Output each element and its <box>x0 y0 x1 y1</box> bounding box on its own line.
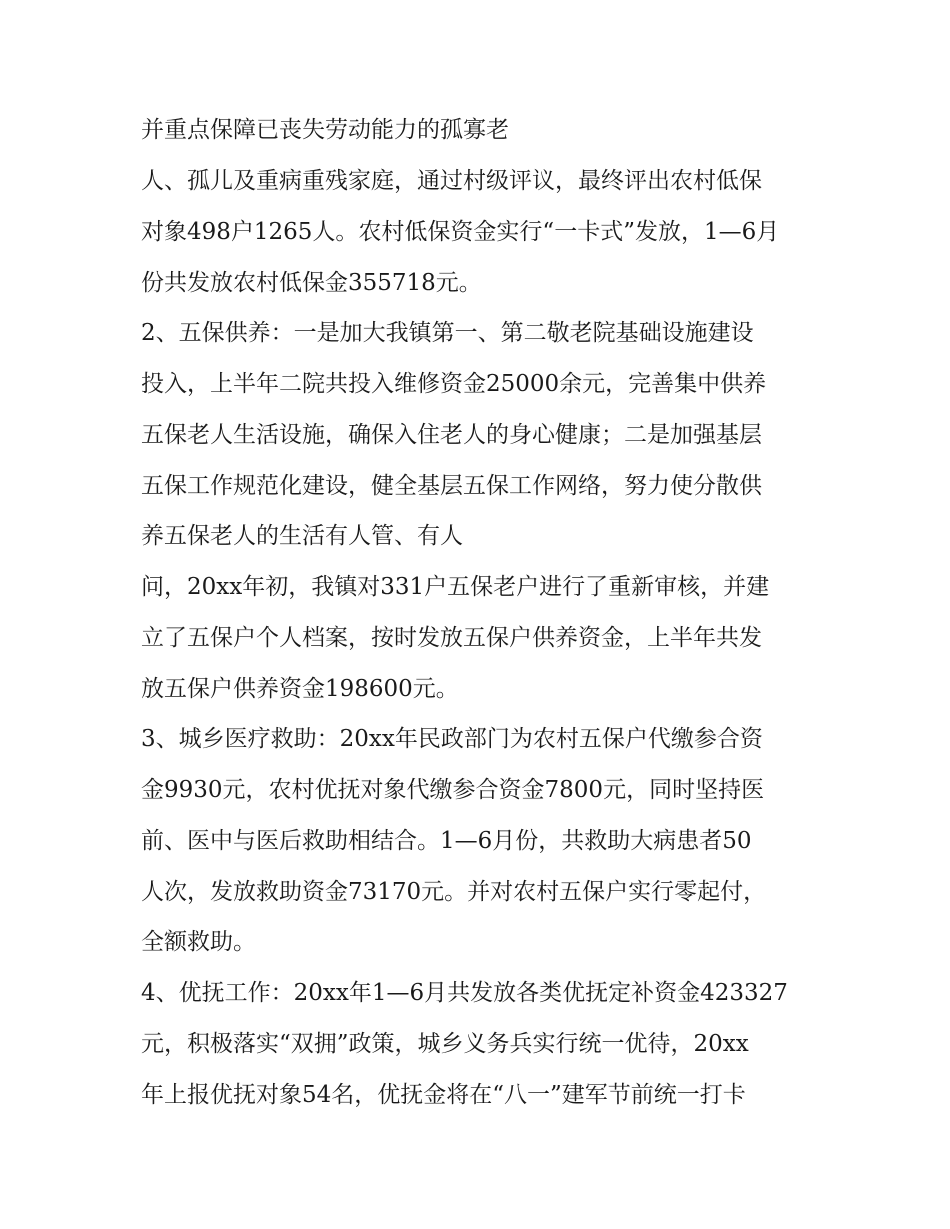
text-line: 问，20xx年初，我镇对331户五保老户进行了重新审核，并建 <box>141 574 770 600</box>
text-line: 前、医中与医后救助相结合。1—6月份，共救助大病患者50 <box>141 828 752 854</box>
text-line: 人、孤儿及重病重残家庭，通过村级评议，最终评出农村低保 <box>141 168 762 194</box>
text-line: 五保工作规范化建设，健全基层五保工作网络，努力使分散供 <box>141 473 762 499</box>
text-line: 投入，上半年二院共投入维修资金25000余元，完善集中供养 <box>141 371 767 397</box>
text-line: 五保老人生活设施，确保入住老人的身心健康；二是加强基层 <box>141 422 762 448</box>
text-line: 养五保老人的生活有人管、有人 <box>141 523 463 549</box>
text-line: 份共发放农村低保金355718元。 <box>141 270 482 296</box>
text-line: 元，积极落实“双拥”政策，城乡义务兵实行统一优待，20xx <box>141 1031 749 1057</box>
text-line: 全额救助。 <box>141 929 256 955</box>
text-line: 金9930元，农村优抚对象代缴参合资金7800元，同时坚持医 <box>141 777 765 803</box>
text-line: 2、五保供养：一是加大我镇第一、第二敬老院基础设施建设 <box>141 320 754 346</box>
text-line: 人次，发放救助资金73170元。并对农村五保户实行零起付， <box>141 879 767 905</box>
text-line: 4、优抚工作：20xx年1—6月共发放各类优抚定补资金423327 <box>141 980 788 1006</box>
text-line: 3、城乡医疗救助：20xx年民政部门为农村五保户代缴参合资 <box>141 726 763 752</box>
text-line: 年上报优抚对象54名，优抚金将在“八一”建军节前统一打卡 <box>141 1082 746 1108</box>
text-line: 对象498户1265人。农村低保资金实行“一卡式”发放，1—6月 <box>141 219 780 245</box>
text-line: 并重点保障已丧失劳动能力的孤寡老 <box>141 117 509 143</box>
text-line: 立了五保户个人档案，按时发放五保户供养资金，上半年共发 <box>141 625 762 651</box>
text-line: 放五保户供养资金198600元。 <box>141 676 459 702</box>
